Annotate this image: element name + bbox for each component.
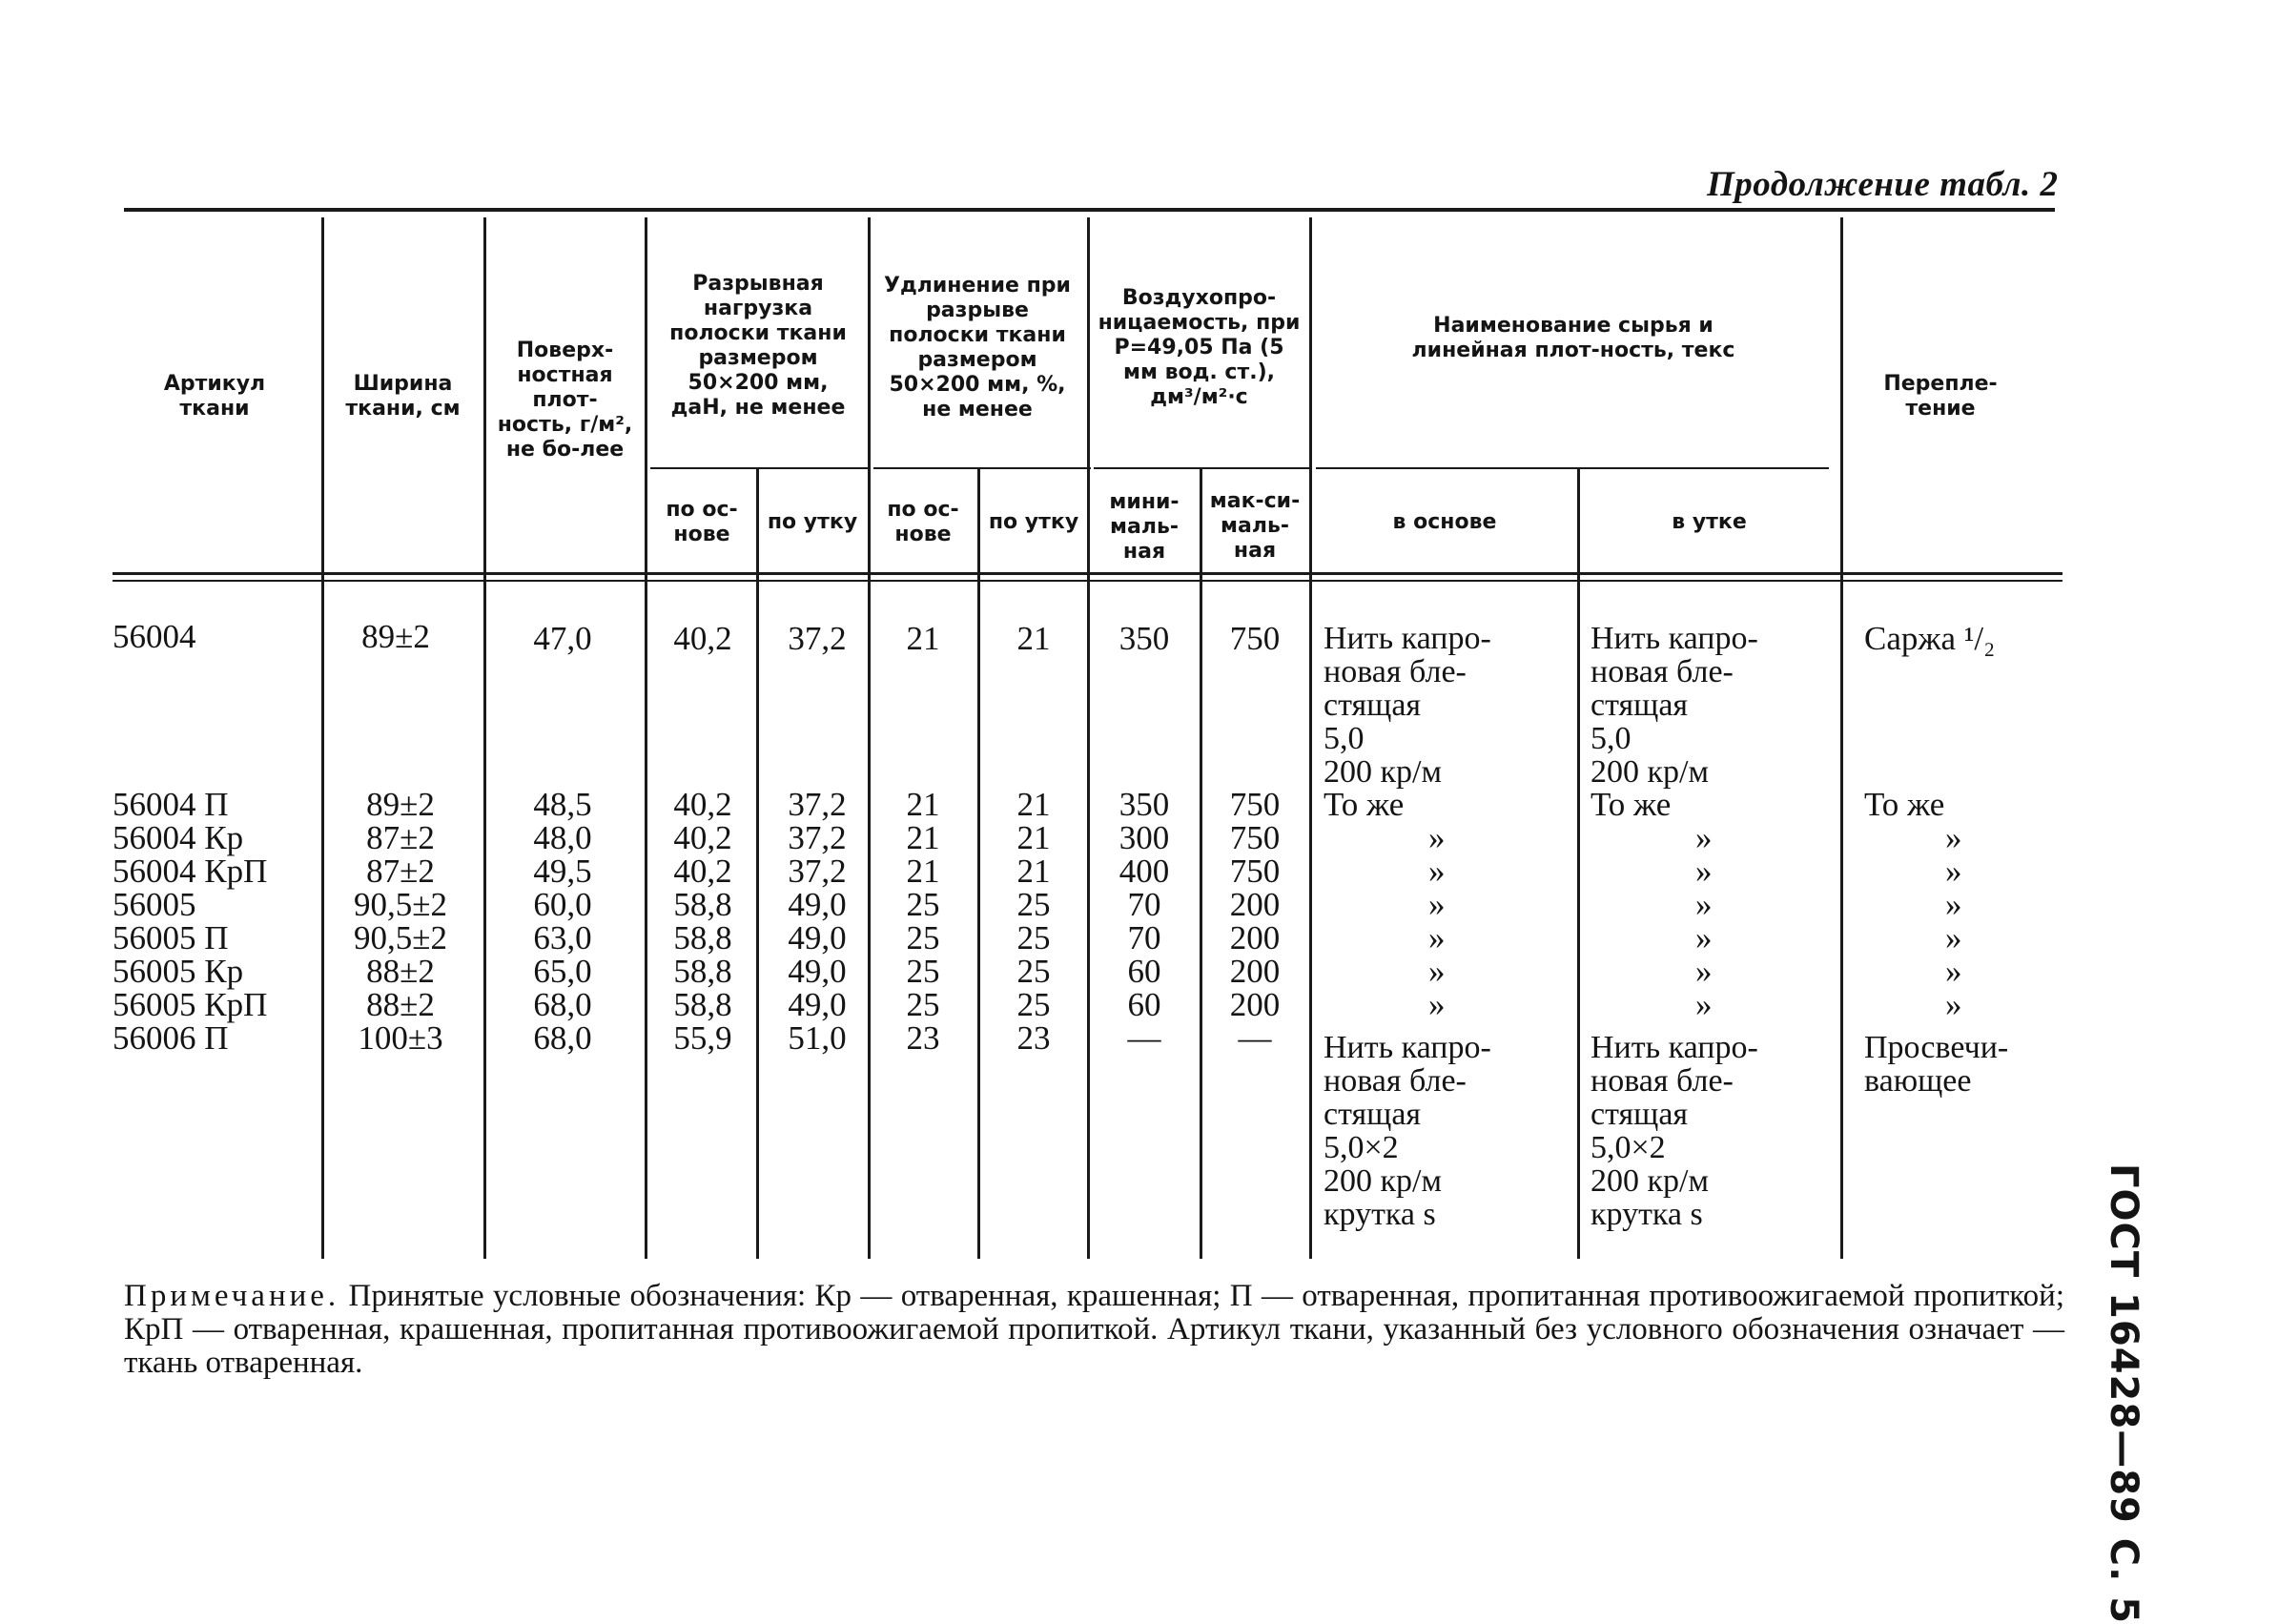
table-cell-load-weft: 49,0 [788, 886, 847, 923]
table-cell-weave: » [1945, 853, 1962, 890]
table-cell-mat-warp: » [1428, 986, 1446, 1023]
table-cell-load-weft: 49,0 [788, 986, 847, 1023]
table-cell-elong-weft: 23 [1016, 1019, 1051, 1057]
first-row-weave: Саржа ¹/₂ [1864, 620, 1996, 657]
col-divider [483, 217, 486, 1259]
table-cell-mat-warp: » [1428, 953, 1446, 990]
table-cell-weave: » [1945, 886, 1962, 923]
subheader-air-min: мини-маль-ная [1109, 489, 1180, 564]
header-load: Разрывная нагрузка полоски ткани размером 50×200 мм, даН, не менее [669, 272, 847, 420]
column-weave [1864, 788, 2045, 1055]
table-cell-load-warp: 55,9 [673, 1019, 732, 1057]
column-material-weft [1590, 788, 1829, 1055]
subheader-air-max: мак-си-маль-ная [1209, 489, 1301, 563]
table-cell-air-min: 350 [1118, 786, 1170, 823]
table-cell-mat-weft: » [1695, 819, 1713, 856]
table-cell-air-max: 750 [1229, 786, 1281, 823]
column-article [113, 788, 313, 1055]
table-cell-load-weft: 49,0 [788, 953, 847, 990]
table-cell-elong-warp: 25 [906, 986, 940, 1023]
table-cell-air-min: 300 [1118, 819, 1170, 856]
col-divider [977, 469, 980, 1259]
column-elong-weft [982, 788, 1085, 1055]
col-divider [645, 217, 647, 1259]
table-cell-air-max: 200 [1229, 986, 1281, 1023]
subheader-elong-weft: по утку [988, 509, 1079, 534]
table-cell-load-warp: 58,8 [673, 886, 732, 923]
last-row-material-weft: Нить капро- новая бле- стящая 5,0×2 200 кр/м крутка s [1590, 1030, 1758, 1232]
col-divider [1840, 217, 1843, 1259]
table-cell-load-weft: 37,2 [788, 853, 847, 890]
first-row-air-min: 350 [1118, 620, 1170, 657]
table-cell-elong-warp: 23 [906, 1019, 940, 1057]
col-divider [1087, 217, 1090, 1259]
header-weave: Перепле-тение [1883, 371, 1998, 421]
subheader-rule-elong [873, 467, 1091, 469]
header-density: Поверх-ностная плот-ность, г/м², не бо-лее [497, 339, 633, 462]
table-cell-air-min: 60 [1127, 986, 1161, 1023]
table-cell-elong-warp: 25 [906, 886, 940, 923]
table-cell-density: 68,0 [533, 986, 592, 1023]
table-cell-mat-weft: » [1695, 953, 1713, 990]
table-cell-elong-weft: 25 [1016, 919, 1051, 956]
table-cell-article: 56006 П [113, 1019, 229, 1057]
last-row-material-warp: Нить капро- новая бле- стящая 5,0×2 200 кр/м крутка s [1324, 1030, 1491, 1232]
last-row-weave: Просвечи- вающее [1864, 1030, 2009, 1099]
subheader-load-weft: по утку [767, 509, 858, 534]
note-label: Примечание. [124, 1279, 340, 1313]
subheader-mat-weft: в утке [1672, 509, 1747, 534]
table-cell-mat-weft: » [1695, 886, 1713, 923]
table-cell-width: 90,5±2 [354, 919, 447, 956]
first-row-width: 89±2 [361, 618, 430, 655]
col-divider [1200, 469, 1202, 1259]
table-cell-article: 56004 КрП [113, 853, 268, 890]
table-cell-density: 65,0 [533, 953, 592, 990]
first-row-material-warp: Нить капро- новая бле- стящая 5,0 200 кр/м [1324, 621, 1491, 790]
table-cell-weave: То же [1864, 786, 1945, 823]
table-cell-mat-weft: » [1695, 919, 1713, 956]
column-material-warp [1324, 788, 1562, 1055]
header-air: Воздухопро-ницаемость, при Р=49,05 Па (5 мм вод. ст.), дм³/м²·с [1098, 285, 1301, 409]
table-cell-mat-warp: То же [1324, 786, 1405, 823]
table-cell-mat-weft: » [1695, 853, 1713, 890]
table-cell-air-min: 70 [1127, 919, 1161, 956]
subheader-elong-warp: по ос-нове [887, 497, 959, 546]
col-divider [321, 217, 324, 1259]
table-cell-density: 60,0 [533, 886, 592, 923]
table-cell-density: 49,5 [533, 853, 592, 890]
table-cell-air-min: 400 [1118, 853, 1170, 890]
first-row-air-max: 750 [1229, 620, 1281, 657]
column-density [496, 788, 629, 1055]
column-air-min [1091, 788, 1198, 1055]
table-cell-load-weft: 51,0 [788, 1019, 847, 1057]
table-cell-elong-weft: 21 [1016, 853, 1051, 890]
first-row-elong-weft: 21 [1016, 620, 1051, 657]
table-cell-load-weft: 37,2 [788, 786, 847, 823]
table-cell-elong-weft: 25 [1016, 953, 1051, 990]
table-cell-air-min: 60 [1127, 953, 1161, 990]
table-cell-air-max: — [1238, 1019, 1272, 1057]
table-cell-air-min: — [1127, 1019, 1161, 1057]
subheader-mat-warp: в основе [1392, 509, 1497, 534]
table-cell-elong-weft: 21 [1016, 819, 1051, 856]
table-cell-article: 56005 КрП [113, 986, 268, 1023]
table-cell-air-max: 750 [1229, 819, 1281, 856]
table-cell-load-warp: 40,2 [673, 819, 732, 856]
table-cell-mat-warp: » [1428, 819, 1446, 856]
table-cell-width: 89±2 [366, 786, 435, 823]
column-load-weft [765, 788, 870, 1055]
table-cell-elong-warp: 21 [906, 853, 940, 890]
table-top-rule [124, 208, 2055, 212]
table-cell-weave: » [1945, 986, 1962, 1023]
table-cell-article: 56005 [113, 886, 196, 923]
header-material: Наименование сырья и линейная плот-ность, текс [1411, 314, 1735, 362]
table-cell-mat-weft: » [1695, 986, 1713, 1023]
table-cell-mat-warp: » [1428, 853, 1446, 890]
first-row-elong-warp: 21 [906, 620, 940, 657]
table-cell-elong-weft: 21 [1016, 786, 1051, 823]
table-cell-width: 90,5±2 [354, 886, 447, 923]
table-cell-elong-warp: 25 [906, 919, 940, 956]
subheader-rule-load [650, 467, 870, 469]
table-cell-air-max: 200 [1229, 919, 1281, 956]
table-cell-width: 100±3 [358, 1019, 443, 1057]
table-cell-load-warp: 40,2 [673, 786, 732, 823]
col-divider [868, 217, 871, 1259]
table-cell-load-warp: 58,8 [673, 919, 732, 956]
column-load-warp [650, 788, 755, 1055]
table-cell-article: 56004 П [113, 786, 229, 823]
table-cell-elong-warp: 21 [906, 786, 940, 823]
table-cell-width: 88±2 [366, 986, 435, 1023]
subheader-rule-material [1316, 467, 1829, 469]
table-cell-air-max: 200 [1229, 886, 1281, 923]
table-caption: Продолжение табл. 2 [1707, 165, 2059, 204]
first-row-article: 56004 [113, 618, 196, 655]
table-note [124, 1280, 2064, 1380]
table-cell-air-min: 70 [1127, 886, 1161, 923]
header-elong: Удлинение при разрыве полоски ткани размером 50×200 мм, %, не менее [884, 273, 1071, 421]
first-row-density: 47,0 [533, 620, 592, 657]
table-cell-weave: » [1945, 819, 1962, 856]
col-divider [1309, 217, 1312, 1259]
table-cell-article: 56005 Кр [113, 953, 244, 990]
table-cell-air-max: 200 [1229, 953, 1281, 990]
table-cell-article: 56004 Кр [113, 819, 244, 856]
header-width: Ширина ткани, см [345, 371, 461, 421]
subheader-load-warp: по ос-нове [666, 497, 738, 546]
side-document-label: ГОСТ 16428—89 С. 5 [2102, 1163, 2145, 1624]
table-cell-density: 48,0 [533, 819, 592, 856]
table-cell-weave: » [1945, 919, 1962, 956]
table-cell-width: 88±2 [366, 953, 435, 990]
table-cell-mat-warp: » [1428, 919, 1446, 956]
table-cell-load-warp: 40,2 [673, 853, 732, 890]
col-divider [756, 469, 759, 1259]
header-article: Артикул ткани [163, 371, 266, 421]
table-cell-density: 68,0 [533, 1019, 592, 1057]
table-cell-load-weft: 49,0 [788, 919, 847, 956]
table-cell-elong-weft: 25 [1016, 986, 1051, 1023]
table-cell-density: 63,0 [533, 919, 592, 956]
table-cell-air-max: 750 [1229, 853, 1281, 890]
column-air-max [1203, 788, 1306, 1055]
table-cell-mat-warp: » [1428, 886, 1446, 923]
table-cell-elong-warp: 21 [906, 819, 940, 856]
table-cell-mat-weft: То же [1590, 786, 1672, 823]
col-divider [1577, 469, 1580, 1259]
column-width [329, 788, 472, 1055]
first-row-material-weft: Нить капро- новая бле- стящая 5,0 200 кр/м [1590, 621, 1758, 790]
table-cell-width: 87±2 [366, 819, 435, 856]
column-elong-warp [872, 788, 975, 1055]
table-cell-width: 87±2 [366, 853, 435, 890]
table-cell-load-weft: 37,2 [788, 819, 847, 856]
table-cell-weave: » [1945, 953, 1962, 990]
first-row-load-warp: 40,2 [673, 620, 732, 657]
first-row-load-weft: 37,2 [788, 620, 847, 657]
note-text: Принятые условные обозначения: Кр — отваренная, крашенная; П — отваренная, пропитанная противоожигаемой пропиткой; КрП — отваренная, крашенная, пропитанная противоожигаемой пропиткой. Артикул ткани, указанный без условного обозначения означает — ткань отваренная. [124, 1279, 2064, 1380]
table-cell-article: 56005 П [113, 919, 229, 956]
table-cell-load-warp: 58,8 [673, 953, 732, 990]
table-cell-load-warp: 58,8 [673, 986, 732, 1023]
table-cell-density: 48,5 [533, 786, 592, 823]
table-cell-elong-warp: 25 [906, 953, 940, 990]
table-cell-elong-weft: 25 [1016, 886, 1051, 923]
